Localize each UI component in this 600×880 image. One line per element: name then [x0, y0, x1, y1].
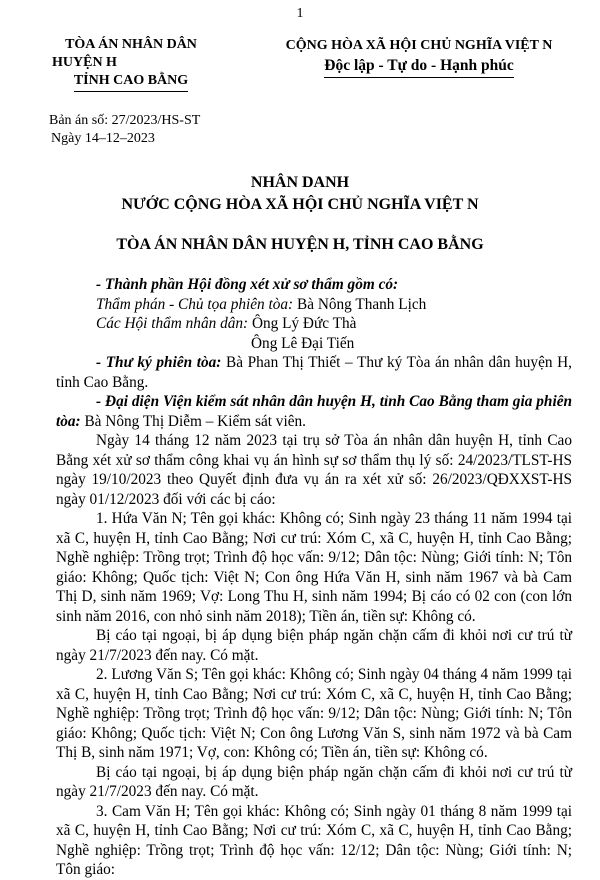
court-header [26, 36, 236, 92]
court-name-line2: HUYỆN H [52, 55, 117, 70]
title-line1: NHÂN DANH [250, 174, 350, 191]
nation-motto: Độc lập - Tự do - Hạnh phúc [324, 56, 513, 78]
defendant-1-measure: Bị cáo tại ngoại, bị áp dụng biện pháp ngăn chặn cấm đi khỏi nơi cư trú từ ngày 21/7/2023 đến nay. Có mặt. [56, 627, 572, 664]
case-info [49, 112, 200, 148]
defendant-2-paragraph: 2. Lương Văn S; Tên gọi khác: Không có; Sinh ngày 04 tháng 4 năm 1999 tại xã C, huyện H, tỉnh Cao Bằng; Nơi cư trú: Xóm C, xã C, huyện H, tỉnh Cao Bằng; Nghề nghiệp: Trồng trọt; Trình độ học vấn: 9/12; Dân tộc: Nùng; Giới tính: N; Tôn giáo: Không; Quốc tịch: Việt N; Con ông Lương Văn S, sinh năm 1972 và bà Cam Thị B, sinh năm 1971; Vợ, con: Không có; Tiền án, tiền sự: Không có. [56, 666, 572, 761]
defendant-1-paragraph: 1. Hứa Văn N; Tên gọi khác: Không có; Sinh ngày 23 tháng 11 năm 1994 tại xã C, huyện H, tỉnh Cao Bằng; Nơi cư trú: Xóm C, xã C, huyện H, tỉnh Cao Bằng; Nghề nghiệp: Trồng trọt; Trình độ học vấn: 9/12; Dân tộc: Nùng; Giới tính: N; Tôn giáo: Không; Quốc tịch: Việt N; Con ông Hứa Văn H, sinh năm 1967 và bà Cam Thị D, sinh năm 1969; Vợ: Long Thu H, sinh năm 1994; Bị cáo có 02 con (con lớn sinh năm 2016, con nhỏ sinh năm 2018); Tiền án, tiền sự: Không có. [56, 510, 572, 625]
defendant-3-paragraph: 3. Cam Văn H; Tên gọi khác: Không có; Sinh ngày 01 tháng 8 năm 1999 tại xã C, huyện H, tỉnh Cao Bằng; Nơi cư trú: Xóm C, xã C, huyện H, tỉnh Cao Bằng; Nghề nghiệp: Trồng trọt; Trình độ học vấn: 12/12; Dân tộc: Nùng; Giới tính: N; Tôn giáo: [56, 802, 572, 878]
panel-heading: - Thành phần Hội đồng xét xử sơ thẩm gồm có: [96, 276, 399, 293]
assessors-line [56, 314, 572, 334]
case-number: Bản án số: 27/2023/HS-ST [49, 113, 201, 128]
document-body [56, 275, 572, 880]
clerk-line [56, 353, 572, 392]
clerk-text: Bà Phan Thị Thiết – Thư ký Tòa án nhân dân huyện H, tỉnh Cao Bằng. [56, 354, 572, 391]
intro-paragraph: Ngày 14 tháng 12 năm 2023 tại trụ sở Tòa án nhân dân huyện H, tỉnh Cao Bằng xét xử sơ thẩm công khai vụ án hình sự sơ thẩm thụ lý số: 24/2023/TLST-HS ngày 19/10/2023 theo Quyết định đưa vụ án ra xét xử số: 26/2023/QĐXXST-HS ngày 01/12/2023 đối với các bị cáo: [56, 432, 572, 508]
court-title: TÒA ÁN NHÂN DÂN HUYỆN H, TỈNH CAO BẰNG [116, 236, 484, 253]
procuracy-text: Bà Nông Thị Diễm – Kiểm sát viên. [80, 412, 306, 430]
judge-name: Bà Nông Thanh Lịch [293, 295, 427, 313]
court-name-line1: TÒA ÁN NHÂN DÂN [65, 37, 197, 52]
case-date: Ngày 14–12–2023 [51, 131, 155, 146]
defendant-2-measure: Bị cáo tại ngoại, bị áp dụng biện pháp ngăn chặn cấm đi khỏi nơi cư trú từ ngày 21/7/2023 đến nay. Có mặt. [56, 763, 572, 800]
assessor-2: Ông Lê Đại Tiến [251, 334, 355, 352]
court-name-line3: TỈNH CAO BẰNG [74, 72, 188, 92]
title-line2: NƯỚC CỘNG HÒA XÃ HỘI CHỦ NGHĨA VIỆT N [121, 196, 479, 213]
page-number: 1 [296, 6, 304, 21]
nation-name: CỘNG HÒA XÃ HỘI CHỦ NGHĨA VIỆT N [285, 38, 553, 53]
national-header [254, 36, 584, 78]
procuracy-line [56, 392, 572, 431]
procuracy-label: - Đại diện Viện kiểm sát nhân dân huyện H, tỉnh Cao Bằng tham gia phiên tòa: [56, 393, 572, 430]
clerk-label: - Thư ký phiên tòa: [96, 354, 222, 371]
document-title [0, 172, 600, 216]
assessor-1: Ông Lý Đức Thà [248, 315, 357, 332]
judge-line [56, 295, 572, 315]
judge-label: Thẩm phán - Chủ tọa phiên tòa: [96, 295, 294, 313]
assessors-label: Các Hội thẩm nhân dân: [96, 315, 249, 332]
